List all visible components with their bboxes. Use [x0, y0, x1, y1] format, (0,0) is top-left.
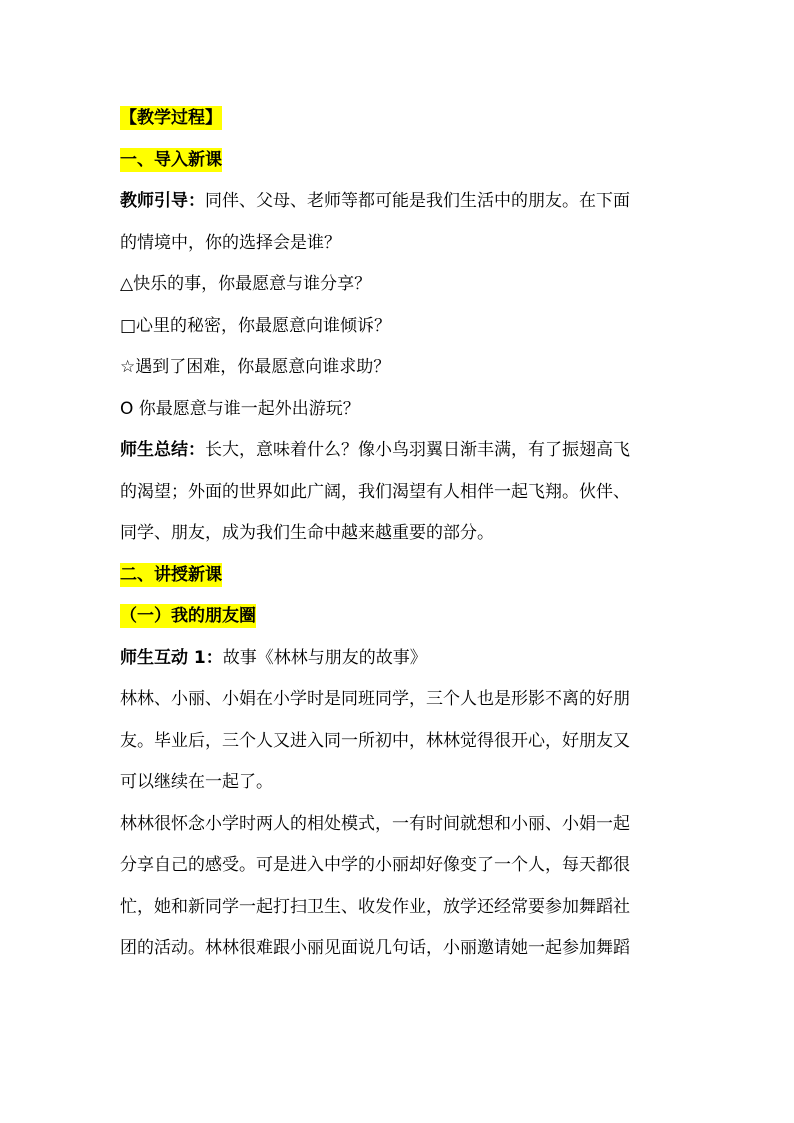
document-body — [120, 98, 680, 970]
part1-heading-line — [120, 140, 680, 182]
section-heading-line — [120, 98, 680, 140]
question-line: ☆遇到了困难，你最愿意向谁求助？ — [120, 357, 391, 377]
question-line: O 你最愿意与谁一起外出游玩？ — [120, 398, 360, 419]
sub1-heading: （一）我的朋友圈 — [120, 606, 256, 626]
intro-line-1 — [120, 181, 680, 223]
story-para2-line: 忙，她和新同学一起打扫卫生、收发作业，放学还经常要参加舞蹈社 — [120, 896, 630, 917]
story-para2-line: 团的活动。林林很难跟小丽见面说几句话，小丽邀请她一起参加舞蹈 — [120, 938, 630, 958]
summary-text-1: 长大，意味着什么？像小鸟羽翼日渐丰满，有了振翅高飞 — [205, 440, 630, 460]
interaction-line — [120, 638, 680, 680]
intro-line-2 — [120, 223, 680, 265]
story-para1-line: 林林、小丽、小娟在小学时是同班同学，三个人也是形影不离的好朋 — [120, 689, 630, 709]
summary-line-3: 同学、朋友，成为我们生命中越来越重要的部分。 — [120, 523, 494, 543]
question-line: △快乐的事，你最愿意与谁分享？ — [120, 274, 372, 294]
summary-label: 师生总结： — [120, 440, 205, 460]
story-para1-line: 友。毕业后，三个人又进入同一所初中，林林觉得很开心，好朋友又 — [120, 730, 630, 751]
story-para2-line: 林林很怀念小学时两人的相处模式，一有时间就想和小丽、小娟一起 — [120, 813, 630, 834]
part2-heading-line — [120, 555, 680, 597]
part2-heading: 二、讲授新课 — [120, 564, 222, 585]
story-para2-line: 分享自己的感受。可是进入中学的小丽却好像变了一个人，每天都很 — [120, 855, 630, 875]
intro-text-1: 同伴、父母、老师等都可能是我们生活中的朋友。在下面 — [205, 191, 630, 211]
summary-line-1 — [120, 430, 680, 472]
intro-label: 教师引导： — [120, 191, 205, 211]
sub1-heading-line — [120, 596, 680, 638]
summary-line-2: 的渴望；外面的世界如此广阔，我们渴望有人相伴一起飞翔。伙伴、 — [120, 481, 630, 502]
question-line: □心里的秘密，你最愿意向谁倾诉？ — [120, 315, 392, 336]
interaction-text: 故事《林林与朋友的故事》 — [222, 647, 427, 668]
story-para1-line: 可以继续在一起了。 — [120, 772, 273, 792]
part1-heading: 一、导入新课 — [120, 149, 222, 170]
intro-text-2: 的情境中，你的选择会是谁？ — [120, 232, 341, 253]
section-heading-teaching-process: 【教学过程】 — [120, 108, 222, 128]
interaction-label: 师生互动 1： — [120, 647, 223, 668]
